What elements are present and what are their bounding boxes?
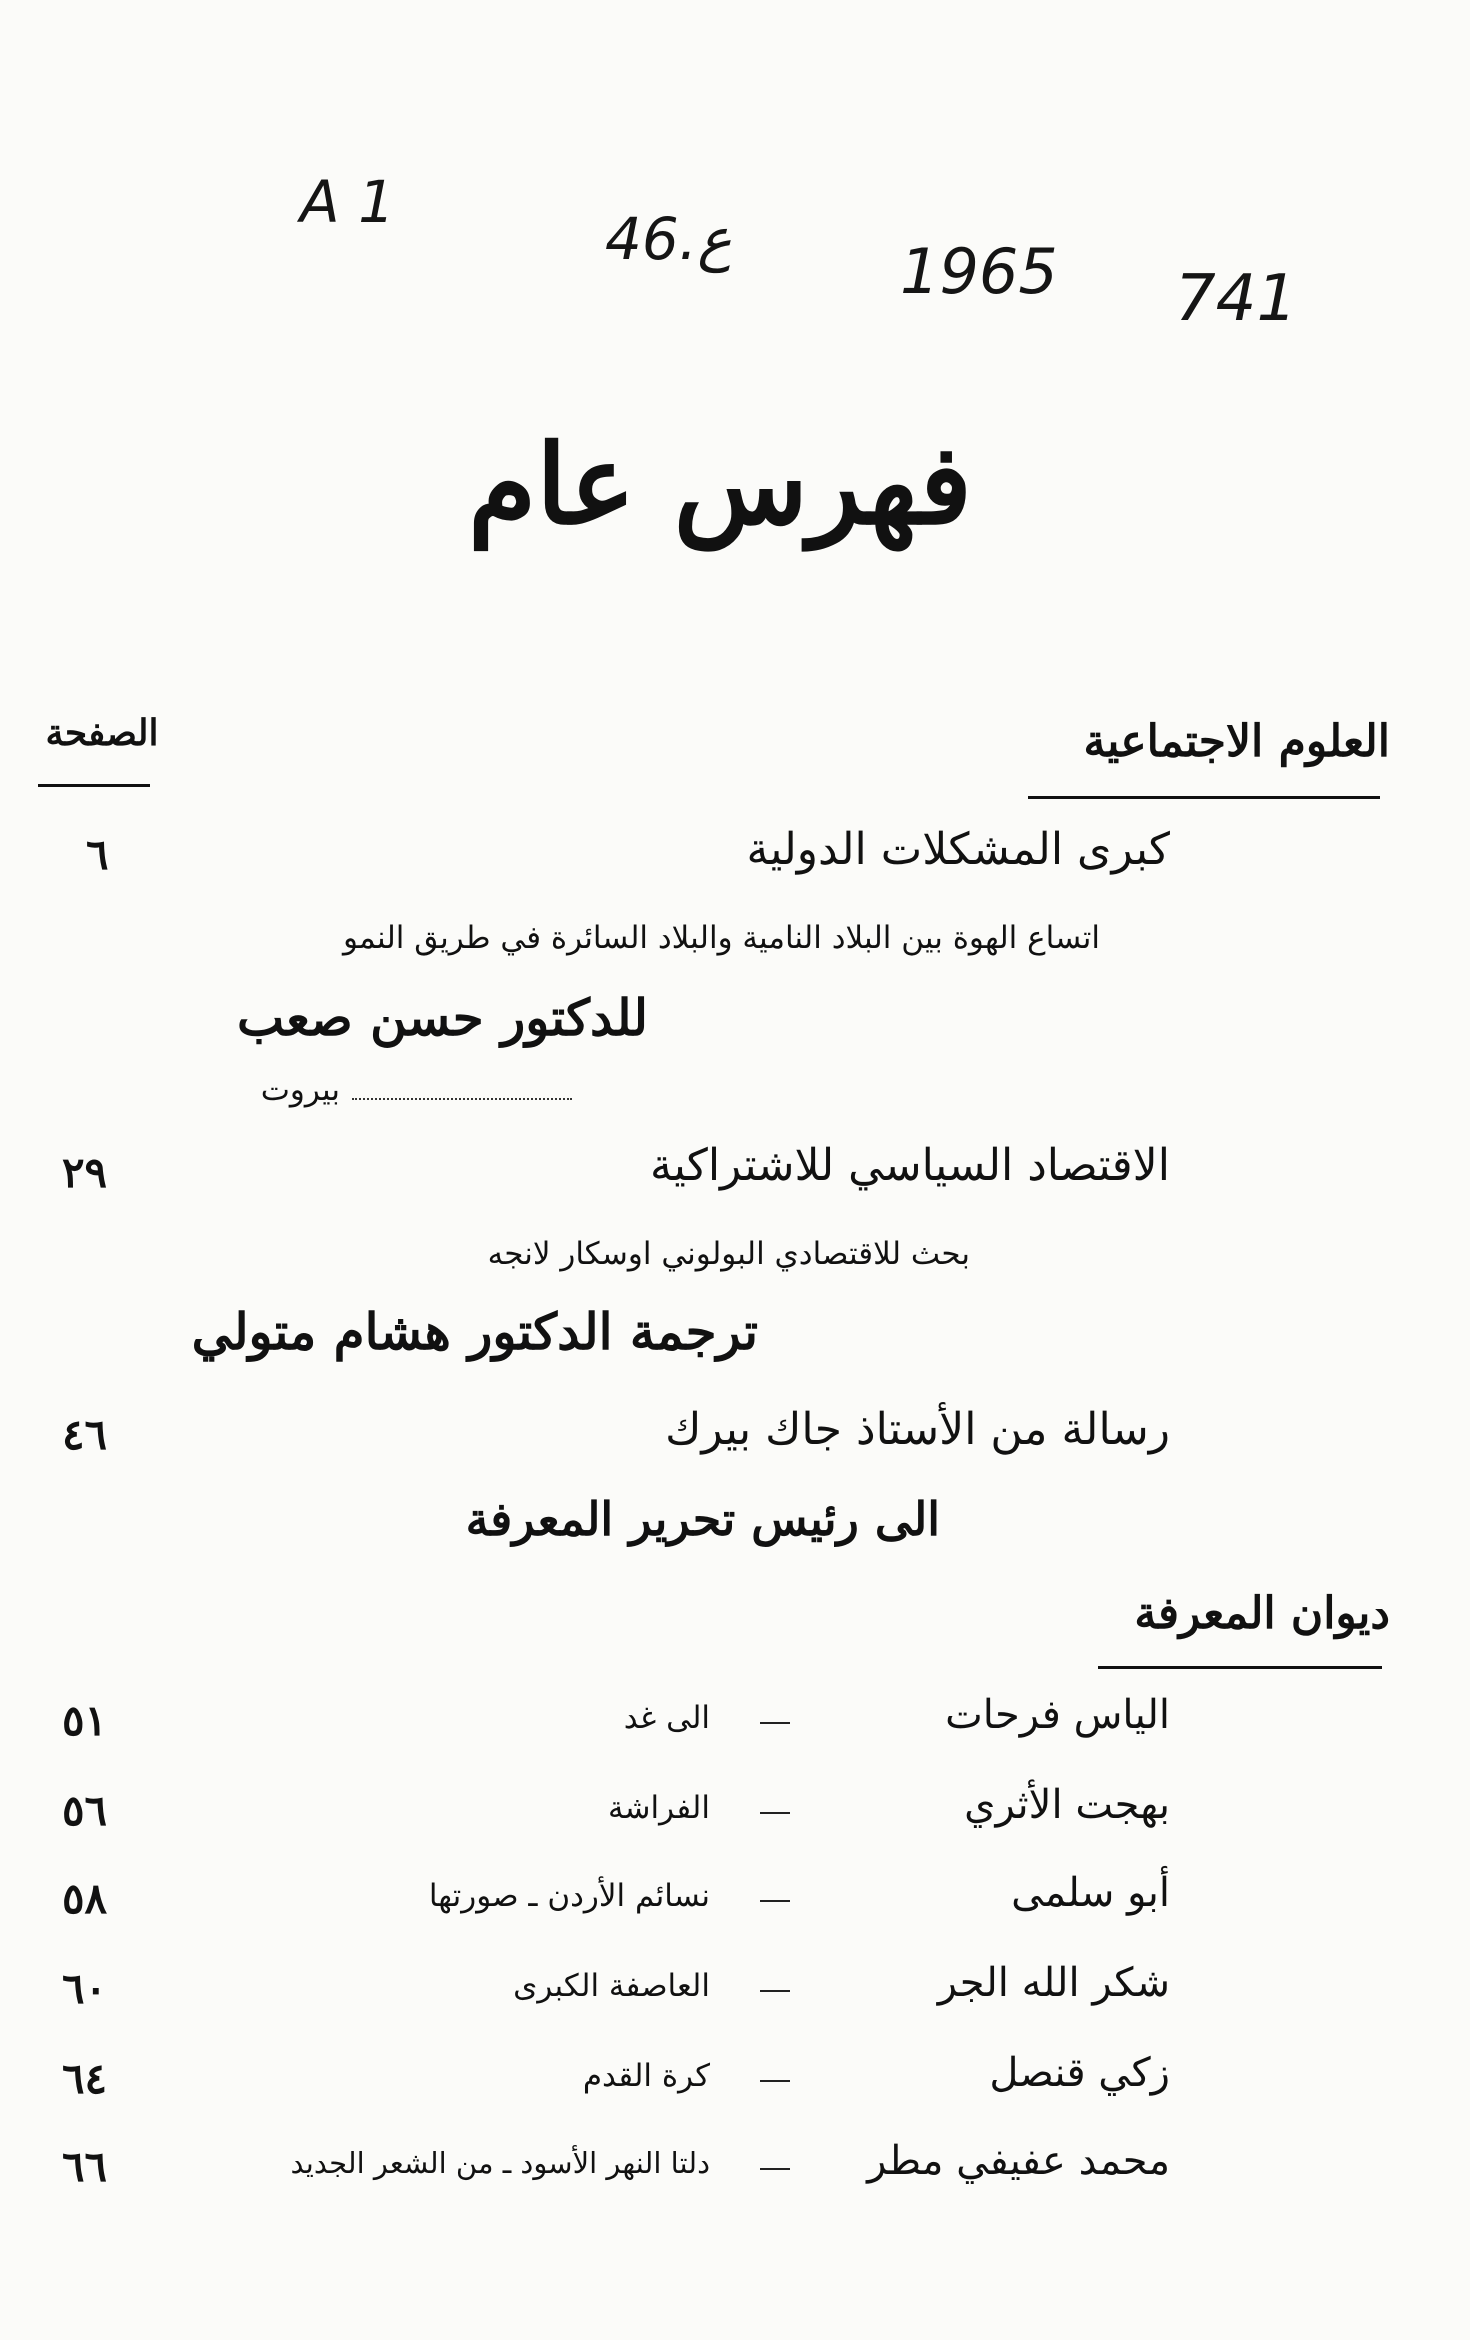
article-page-number: ٢٩ bbox=[62, 1148, 108, 1197]
article-page-number: ٤٦ bbox=[62, 1410, 108, 1459]
article-subtitle: بحث للاقتصادي البولوني اوسكار لانجه bbox=[487, 1236, 970, 1272]
poem-title: الفراشة bbox=[607, 1790, 710, 1826]
poem-page-number: ٥١ bbox=[62, 1696, 108, 1745]
separator-dash bbox=[760, 2080, 790, 2082]
poem-title: الى غد bbox=[623, 1700, 710, 1736]
poem-title: دلتا النهر الأسود ـ من الشعر الجديد bbox=[290, 2146, 710, 2180]
handwritten-year: 1965 bbox=[900, 235, 1058, 308]
poet-name: بهجت الأثري bbox=[964, 1782, 1170, 1828]
separator-dash bbox=[760, 1990, 790, 1992]
section-heading-underline bbox=[1098, 1666, 1382, 1669]
article-recipient: الى رئيس تحرير المعرفة bbox=[465, 1492, 940, 1546]
article-author: ترجمة الدكتور هشام متولي bbox=[191, 1302, 758, 1361]
separator-dash bbox=[760, 1900, 790, 1902]
section-heading-diwan: ديوان المعرفة bbox=[1134, 1588, 1390, 1639]
article-title: الاقتصاد السياسي للاشتراكية bbox=[650, 1140, 1170, 1191]
article-author: للدكتور حسن صعب bbox=[237, 988, 648, 1047]
section-heading-underline bbox=[1028, 796, 1380, 799]
separator-dash bbox=[760, 2168, 790, 2170]
poem-title: نسائم الأردن ـ صورتها bbox=[428, 1878, 710, 1914]
section-heading-social-sciences: العلوم الاجتماعية bbox=[1083, 716, 1390, 767]
poem-page-number: ٥٦ bbox=[62, 1786, 108, 1835]
page-column-header: الصفحة bbox=[45, 712, 159, 754]
poet-name: أبو سلمى bbox=[1011, 1870, 1170, 1916]
separator-dash bbox=[760, 1812, 790, 1814]
poet-name: محمد عفيفي مطر bbox=[867, 2138, 1170, 2184]
poet-name: الياس فرحات bbox=[945, 1692, 1170, 1738]
poet-name: شكر الله الجر bbox=[937, 1960, 1170, 2006]
poet-name: زكي قنصل bbox=[989, 2050, 1170, 2096]
article-title: كبرى المشكلات الدولية bbox=[746, 824, 1170, 875]
handwritten-number: 741 bbox=[1175, 262, 1298, 336]
separator-dash bbox=[760, 1722, 790, 1724]
article-title: رسالة من الأستاذ جاك بيرك bbox=[665, 1404, 1170, 1455]
article-place: بيروت bbox=[260, 1072, 340, 1108]
poem-title: العاصفة الكبرى bbox=[513, 1968, 710, 2004]
page-title: فهرس عام bbox=[468, 420, 972, 549]
article-subtitle: اتساع الهوة بين البلاد النامية والبلاد السائرة في طريق النمو bbox=[343, 920, 1100, 956]
dotted-leader bbox=[352, 1098, 572, 1100]
poem-page-number: ٦٦ bbox=[62, 2142, 108, 2191]
poem-page-number: ٥٨ bbox=[62, 1874, 108, 1923]
poem-title: كرة القدم bbox=[582, 2058, 710, 2094]
article-page-number: ٦ bbox=[86, 830, 109, 879]
handwritten-code-a1: A 1 bbox=[300, 168, 396, 236]
page-column-underline bbox=[38, 784, 150, 787]
poem-page-number: ٦٤ bbox=[62, 2054, 108, 2103]
handwritten-code-46: 46.ع bbox=[605, 205, 732, 273]
poem-page-number: ٦٠ bbox=[62, 1964, 108, 2013]
